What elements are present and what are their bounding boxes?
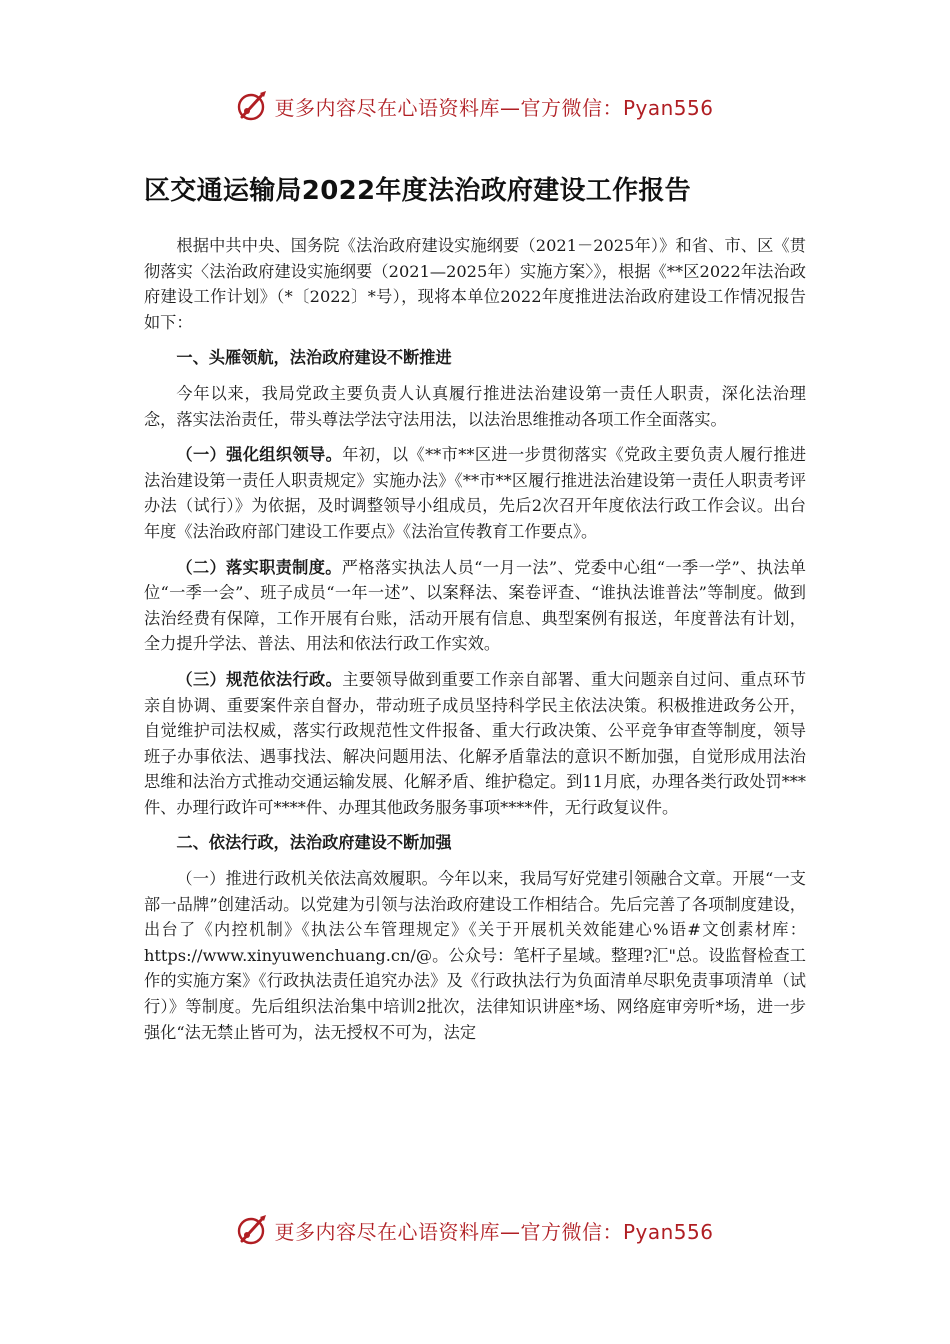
header-banner: [0, 86, 950, 126]
section-2-heading: 二、依法行政，法治政府建设不断加强: [176, 833, 452, 853]
header-banner-text: 更多内容尽在心语资料库—官方微信：Pyan556: [274, 95, 714, 120]
intro-paragraph: 根据中共中央、国务院《法治政府建设实施纲要（2021－2025年）》和省、市、区《贯彻落实〈法治政府建设实施纲要（2021—2025年）实施方案〉》，根据《**区2022年法治政府建设工作计划》（*〔2022〕*号），现将本单位2022年度推进法治政府建设工作情况报告如下：: [144, 236, 806, 332]
item-1-text: 年初，以《**市**区进一步贯彻落实《党政主要负责人履行推进法治建设第一责任人职责规定》实施办法》《**市**区履行推进法治建设第一责任人职责考评办法（试行）》为依据，及时调整领导小组成员，先后2次召开年度依法行政工作会议。出台年度《法治政府部门建设工作要点》《法治宣传教育工作要点》。: [144, 445, 807, 541]
item-3-lead: （三）规范依法行政。: [176, 669, 343, 689]
brush-logo-icon: [236, 1213, 270, 1247]
section-1-item-2: [144, 555, 806, 657]
section-2-paragraph: （一）推进行政机关依法高效履职。今年以来，我局写好党建引领融合文章。开展“一支部一品牌”创建活动。以党建为引领与法治政府建设工作相结合。先后完善了各项制度建设，出台了《内控机制》《执法公车管理规定》《关于开展机关效能建心%语#文创素材库：https://www.xinyuwenchuang.cn/@。公众号：笔杆子星域。整理?汇"总。设监督检查工作的实施方案》《行政执法责任追究办法》及《行政执法行为负面清单尽职免责事项清单（试行）》等制度。先后组织法治集中培训2批次，法律知识讲座*场、网络庭审旁听*场，进一步强化“法无禁止皆可为，法无授权不可为，法定: [144, 869, 806, 1042]
item-2-lead: （二）落实职责制度。: [176, 557, 342, 577]
section-1-heading: 一、头雁领航，法治政府建设不断推进: [176, 348, 452, 368]
item-1-lead: （一）强化组织领导。: [176, 445, 343, 465]
section-1-paragraph: 今年以来，我局党政主要负责人认真履行推进法治建设第一责任人职责，深化法治理念，落实法治责任，带头尊法学法守法用法，以法治思维推动各项工作全面落实。: [144, 383, 806, 429]
document-body: [144, 170, 806, 1045]
footer-banner-text: 更多内容尽在心语资料库—官方微信：Pyan556: [274, 1219, 714, 1244]
footer-banner: [0, 1210, 950, 1250]
section-1-item-3: [144, 667, 806, 821]
item-2-text: 严格落实执法人员“一月一法”、党委中心组“一季一学”、执法单位“一季一会”、班子成员“一年一述”、以案释法、案卷评查、“谁执法谁普法”等制度。做到法治经费有保障，工作开展有台账，活动开展有信息、典型案例有报送，年度普法有计划，全力提升学法、普法、用法和依法行政工作实效。: [144, 557, 806, 654]
section-1-item-1: [144, 442, 806, 544]
brush-logo-icon: [236, 89, 270, 123]
document-title: 区交通运输局2022年度法治政府建设工作报告: [144, 176, 691, 206]
item-3-text: 主要领导做到重要工作亲自部署、重大问题亲自过问、重点环节亲自协调、重要案件亲自督办，带动班子成员坚持科学民主依法决策。积极推进政务公开，自觉维护司法权威，落实行政规范性文件报备、重大行政决策、公平竞争审查等制度，领导班子办事依法、遇事找法、解决问题用法、化解矛盾靠法的意识不断加强，自觉形成用法治思维和法治方式推动交通运输发展、化解矛盾、维护稳定。到11月底，办理各类行政处罚***件、办理行政许可****件、办理其他政务服务事项****件，无行政复议件。: [144, 669, 807, 817]
